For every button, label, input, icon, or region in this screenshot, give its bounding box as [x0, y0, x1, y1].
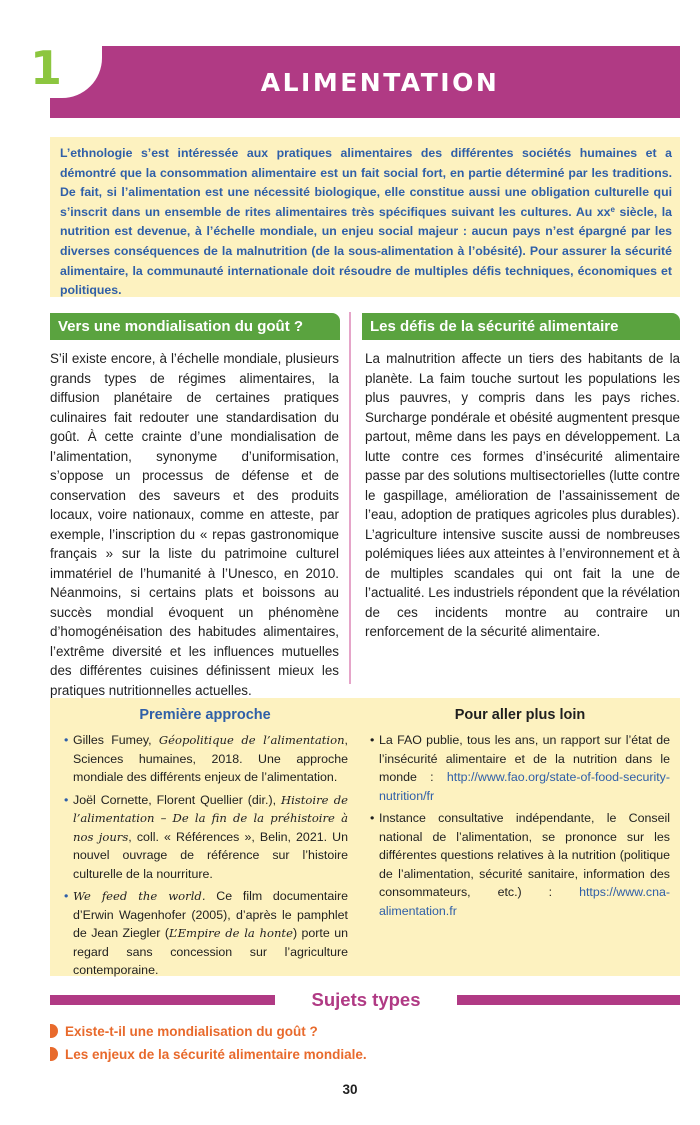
subject-text: Les enjeux de la sécurité alimentaire mondiale. [65, 1047, 367, 1062]
fao-link[interactable]: http://www.fao.org/state-of-food-security-nutrition/fr [379, 770, 670, 803]
biblio-item-text: Gilles Fumey, [73, 733, 159, 747]
intro-text-start: L’ethnologie s’est intéressée aux pratiques alimentaires des différentes sociétés humaines et a démontré que la consommation alimentaire est un fait social fort, en partie déterminé par les traditions. De fait, si l’alimentation est une nécessité biologique, elle constitue aussi une obligation culturelle qui s’inscrit dans un ensemble de rites alimentaires très spécifiques suivant les cultures. Au xx [60, 146, 672, 219]
biblio-item [64, 887, 348, 980]
biblio-heading-aller-plus-loin: Pour aller plus loin [454, 707, 586, 723]
section-body-securite: La malnutrition affecte un tiers des habitants de la planète. La faim touche surtout les populations les plus pauvres, y compris dans les pays riches. Surcharge pondérale et obésité augmentent presque partout, même dans les pays en développement. La lutte contre ces formes d’insécurité alimentaire passe par des solutions multisectorielles (lutte contre le gaspillage, amélioration de l’assainissement de l’eau, adoption de pratiques agricoles plus durables). L’agriculture intensive suscite aussi de nombreuses polémiques liées aux atteintes à l’environnement et à de multiples scandales qui ont fait la une de l’actualité. Les industriels répondent que la révélation de ces incidents montre au contraire un renforcement de la sécurité alimentaire. [365, 351, 680, 639]
chapter-title-banner [50, 46, 680, 118]
biblio-list-premiere-approche [64, 731, 348, 984]
biblio-item-title: We feed the world. [73, 889, 206, 903]
subjects-rule-left [50, 995, 275, 1005]
intro-text-end: siècle, la nutrition est devenue, à l’échelle mondiale, un enjeu social majeur : aucun pays n’est épargné par les diverses conséquences de la malnutrition (de la sous-alimentation à l’obésité). Pour assurer la sécurité alimentaire, la communauté internationale doit résoudre de multiples défis techniques, économiques et politiques. [60, 204, 672, 298]
chapter-title: ALIMENTATION [260, 67, 500, 97]
bibliography-box [50, 698, 680, 976]
subjects-header [50, 989, 680, 1010]
biblio-item-text: , Sciences humaines, 2018. Une approche mondiale des différents enjeux de l’alimentation. [73, 733, 348, 784]
biblio-item-title: Histoire de l’alimentation – De la fin de la préhistoire à nos jours [73, 792, 348, 844]
section-body-mondialisation: S’il existe encore, à l’échelle mondiale, plusieurs grands types de régimes alimentaires, la diffusion planétaire de certaines pratiques culinaires fait redouter une standardisation du goût. À cette crainte d’une mondialisation de l’alimentation, synonyme d’uniformisation, s’oppose un processus de défense et de conservation des saveurs et des produits locaux, voire nationaux, comme en atteste, par exemple, l’inscription du « repas gastronomique français » sur la liste du patrimoine culturel immatériel de l’humanité à l’Unesco, en 2010. Néanmoins, si certains plats et boissons au succès mondial évoquent un phénomène d’homogénéisation des habitudes alimentaires, l’extrême diversité et les influences mutuelles des différentes cuisines définissent mieux les pratiques nutritionnelles actuelles. [50, 351, 339, 698]
cna-link[interactable]: https://www.cna-alimentation.fr [379, 885, 670, 918]
biblio-item-title: L’Empire de la honte [168, 926, 293, 940]
subject-item [50, 1046, 367, 1064]
subjects-title: Sujets types [311, 989, 421, 1010]
biblio-item-text: Ce film documentaire d’Erwin Wagenhofer (2005), d’après le pamphlet de Jean Ziegler ( [73, 889, 348, 940]
intro-superscript: e [610, 204, 615, 214]
subject-marker-icon [50, 1024, 58, 1038]
biblio-item [370, 731, 670, 805]
biblio-item [64, 731, 348, 787]
subject-marker-icon [50, 1047, 58, 1061]
page-number: 30 [342, 1082, 358, 1097]
biblio-item [64, 791, 348, 884]
subject-item [50, 1023, 318, 1041]
chapter-number: 1 [24, 38, 102, 98]
biblio-heading-premiere-approche: Première approche [139, 707, 271, 723]
biblio-item-text: , coll. « Références », Belin, 2021. Un nouvel ouvrage de référence sur l’histoire culturelle de la nourriture. [73, 829, 348, 881]
subjects-rule-right [457, 995, 680, 1005]
subject-text: Existe-t-il une mondialisation du goût ? [65, 1024, 318, 1039]
biblio-item-text: Joël Cornette, Florent Quellier (dir.), [73, 792, 281, 807]
biblio-list-aller-plus-loin [370, 731, 670, 924]
biblio-item-text: ) porte un regard sans concession sur l’agriculture contemporaine. [73, 926, 348, 977]
section-heading-mondialisation: Vers une mondialisation du goût ? [50, 313, 340, 340]
biblio-item [370, 809, 670, 920]
section-heading-securite: Les défis de la sécurité alimentaire [362, 313, 680, 340]
intro-box [50, 137, 680, 297]
column-divider [349, 312, 351, 684]
biblio-item-title: Géopolitique de l’alimentation [158, 733, 345, 747]
biblio-item-text: Instance consultative indépendante, le Conseil national de l’alimentation, se prononce sur les différentes questions relatives à la nutrition (politique de l’alimentation, sécurité sanitaire, information des consommateurs, etc.) : [379, 811, 670, 899]
biblio-item-text: La FAO publie, tous les ans, un rapport sur l’état de l’insécurité alimentaire et de la nutrition dans le monde : [379, 733, 670, 784]
